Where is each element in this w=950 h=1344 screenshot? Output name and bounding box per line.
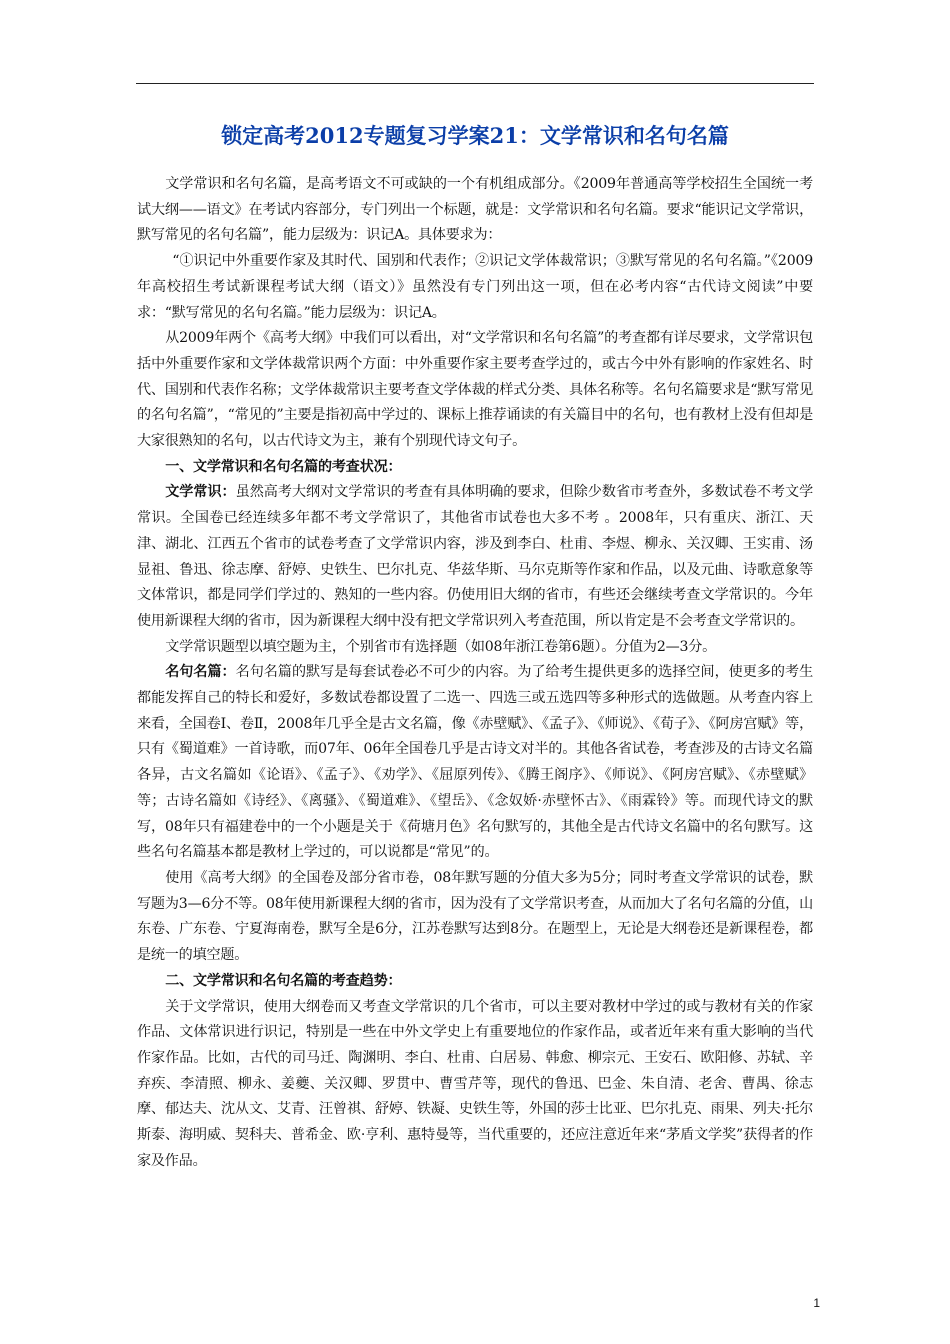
document-body (137, 172, 813, 1174)
text-famous-quotes: 名句名篇的默写是每套试卷必不可少的内容。为了给考生提供更多的选择空间，使更多的考生都能发挥自己的特长和爱好，多数试卷都设置了二选一、四选三或五选四等多种形式的选做题。从考查内容上来看，全国卷Ⅰ、卷Ⅱ，2008年几乎全是古文名篇，像《赤壁赋》、《孟子》、《师说》、《荀子》、《阿房宫赋》等，只有《蜀道难》一首诗歌，而07年、06年全国卷几乎是古诗文对半的。其他各省试卷，考查涉及的古诗文名篇各异，古文名篇如《论语》、《孟子》、《劝学》、《屈原列传》、《腾王阁序》、《师说》、《阿房宫赋》、《赤壁赋》等；古诗名篇如《诗经》、《离骚》、《蜀道难》、《望岳》、《念奴娇·赤壁怀古》、《雨霖铃》等。而现代诗文的默写，08年只有福建卷中的一个小题是关于《荷塘月色》名句默写的，其他全是古代诗文名篇中的名句默写。这些名句名篇基本都是教材上学过的，可以说都是“常见”的。 (137, 664, 814, 861)
paragraph-requirements: “①识记中外重要作家及其时代、国别和代表作；②识记文学体裁常识；③默写常见的名句名篇。”《2009年高校招生考试新课程考试大纲（语文）》虽然没有专门列出这一项，但在必考内容“古代诗文阅读”中要求：“默写常见的名句名篇。”能力层级为：识记A。 (137, 253, 813, 321)
section-heading-trends: 二、文学常识和名句名篇的考查趋势： (165, 972, 402, 989)
paragraph-question-type: 文学常识题型以填空题为主，个别省市有选择题（如08年浙江卷第6题）。分值为2—3分。 (165, 638, 717, 655)
text-literary-knowledge: 虽然高考大纲对文学常识的考查有具体明确的要求，但除少数省市考查外，多数试卷不考文学常识。全国卷已经连续多年都不考文学常识了，其他省市试卷也大多不考 。2008年，只有重庆、浙江、天津、湖北、江西五个省市的试卷考查了文学常识内容，涉及到李白、杜甫、李煜、柳永、关汉卿、王实甫、汤显祖、鲁迅、徐志摩、舒婷、史铁生、巴尔扎克、华兹华斯、马尔克斯等作家和作品，以及元曲、诗歌意象等文体常识，都是同学们学过的、熟知的一些内容。仍使用旧大纲的省市，有些还会继续考查文学常识的。今年使用新课程大纲的省市，因为新课程大纲中没有把文学常识列入考查范围，所以肯定是不会考查文学常识的。 (137, 484, 814, 629)
paragraph-intro: 文学常识和名句名篇，是高考语文不可或缺的一个有机组成部分。《2009年普通高等学校招生全国统一考试大纲——语文》在考试内容部分，专门列出一个标题，就是：文学常识和名句名篇。要求“能识记文学常识，默写常见的名句名篇”，能力层级为：识记A。具体要求为： (137, 176, 813, 244)
page-title: 锁定高考2012专题复习学案21：文学常识和名句名篇 (221, 123, 729, 148)
lead-literary-knowledge: 文学常识： (165, 484, 236, 501)
paragraph-analysis: 从2009年两个《高考大纲》中我们可以看出，对“文学常识和名句名篇”的考查都有详尽要求，文学常识包括中外重要作家和文学体裁常识两个方面：中外重要作家主要考查学过的，或古今中外有影响的作家姓名、时代、国别和代表作名称；文学体裁常识主要考查文学体裁的样式分类、具体名称等。名句名篇要求是“默写常见的名句名篇”，“常见的”主要是指初高中学过的、课标上推荐诵读的有关篇目中的名句，也有教材上没有但却是大家很熟知的名句，以古代诗文为主，兼有个别现代诗文句子。 (137, 330, 813, 450)
paragraph-famous-quotes (137, 660, 813, 866)
paragraph-literary-knowledge (137, 480, 813, 634)
header-rule (136, 83, 814, 84)
section-heading-status: 一、文学常识和名句名篇的考查状况： (165, 458, 402, 475)
lead-famous-quotes: 名句名篇： (165, 664, 236, 681)
paragraph-scores: 使用《高考大纲》的全国卷及部分省市卷，08年默写题的分值大多为5分；同时考查文学常识的试卷，默写题为3—6分不等。08年使用新课程大纲的省市，因为没有了文学常识考查，从而加大了名句名篇的分值，山东卷、广东卷、宁夏海南卷，默写全是6分，江苏卷默写达到8分。在题型上，无论是大纲卷还是新课程卷，都是统一的填空题。 (137, 869, 813, 964)
paragraph-trends: 关于文学常识，使用大纲卷而又考查文学常识的几个省市，可以主要对教材中学过的或与教材有关的作家作品、文体常识进行识记，特别是一些在中外文学史上有重要地位的作家作品，或者近年来有重大影响的当代作家作品。比如，古代的司马迁、陶渊明、李白、杜甫、白居易、韩愈、柳宗元、王安石、欧阳修、苏轼、辛弃疾、李清照、柳永、姜夔、关汉卿、罗贯中、曹雪芹等，现代的鲁迅、巴金、朱自清、老舍、曹禺、徐志摩、郁达夫、沈从文、艾青、汪曾祺、舒婷、铁凝、史铁生等，外国的莎士比亚、巴尔扎克、雨果、列夫·托尔斯泰、海明威、契科夫、普希金、欧·亨利、惠特曼等，当代重要的，还应注意近年来“茅盾文学奖”获得者的作家及作品。 (137, 998, 813, 1169)
page-number: 1 (813, 1296, 820, 1310)
